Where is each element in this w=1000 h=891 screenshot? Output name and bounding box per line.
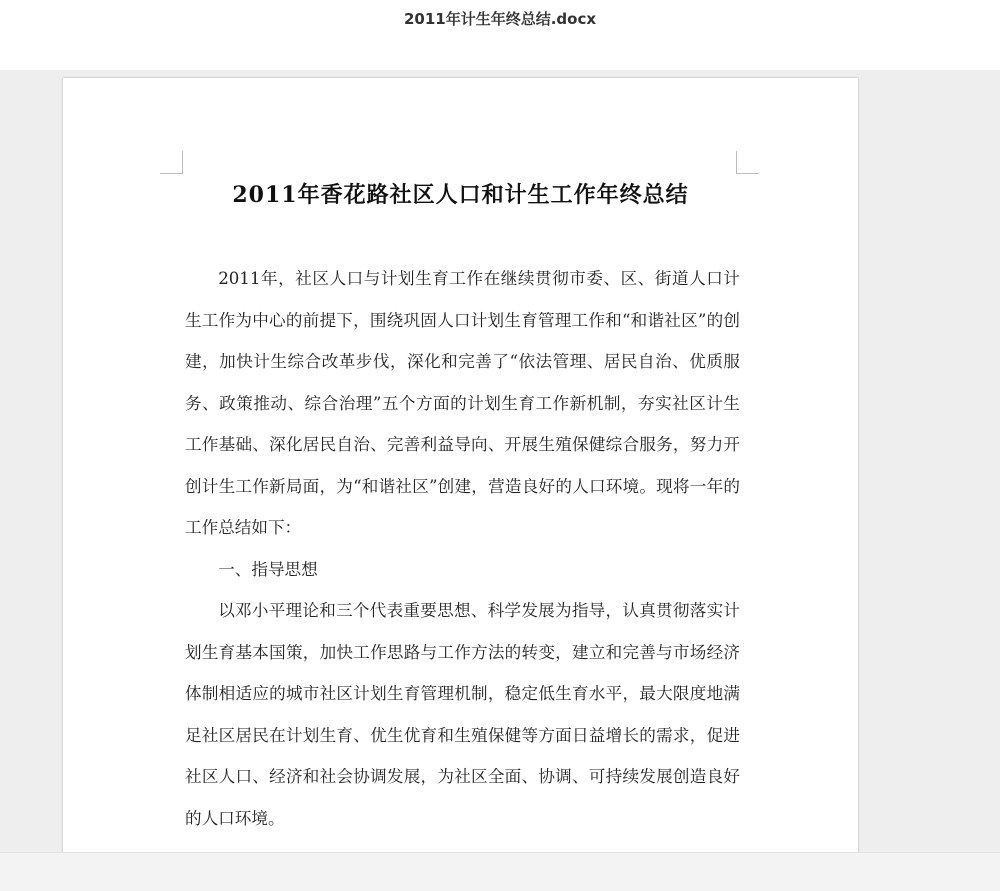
margin-corner-mark-right: [736, 151, 759, 174]
document-page: [63, 78, 858, 852]
margin-corner-mark-left: [160, 151, 183, 174]
document-heading: 2011年香花路社区人口和计生工作年终总结: [232, 182, 689, 208]
paragraph-guiding-ideology: 以邓小平理论和三个代表重要思想、科学发展为指导，认真贯彻落实计划生育基本国策，加快工作思路与工作方法的转变，建立和完善与市场经济体制相适应的城市社区计划生育管理机制，稳定低生育水平，最大限度地满足社区居民在计划生育、优生优育和生殖保健等方面日益增长的需求，促进社区人口、经济和社会协调发展，为社区全面、协调、可持续发展创造良好的人口环境。: [185, 601, 740, 828]
title-bar: [0, 0, 1000, 70]
bottom-bar: [0, 852, 1000, 891]
section-heading-guiding-ideology: 一、指导思想: [218, 559, 318, 579]
paragraph-intro: 2011年，社区人口与计划生育工作在继续贯彻市委、区、街道人口计生工作为中心的前提下，围绕巩固人口计划生育管理工作和“和谐社区”的创建，加快计生综合改革步伐，深化和完善了“依法管理、居民自治、优质服务、政策推动、综合治理”五个方面的计划生育工作新机制，夯实社区计生工作基础、深化居民自治、完善利益导向、开展生殖保健综合服务，努力开创计生工作新局面，为“和谐社区”创建，营造良好的人口环境。现将一年的工作总结如下：: [185, 269, 740, 537]
file-title: 2011年计生年终总结.docx: [403, 10, 597, 28]
document-body: [185, 258, 740, 839]
document-viewer[interactable]: [0, 70, 1000, 852]
